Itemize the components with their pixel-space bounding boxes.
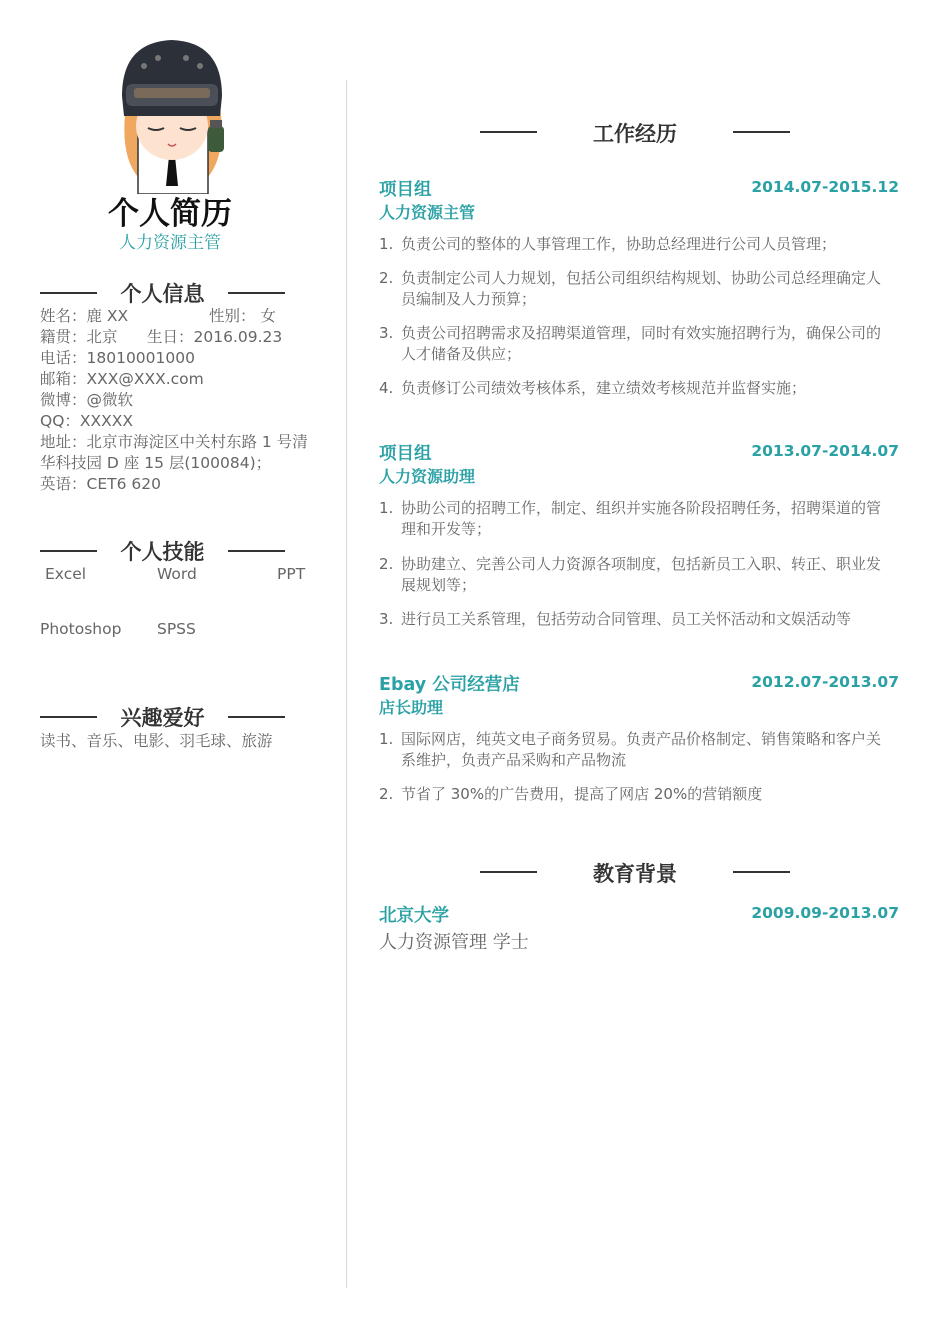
info-address-line1: 地址：北京市海淀区中关村东路 1 号清 xyxy=(40,433,308,451)
work-duty xyxy=(379,323,884,365)
divider-line xyxy=(228,716,285,718)
avatar xyxy=(108,36,236,194)
work-duty xyxy=(379,378,884,399)
work-duty xyxy=(379,498,884,540)
info-birthday: 生日：2016.09.23 xyxy=(147,328,283,346)
work-role: 店长助理 xyxy=(379,698,444,717)
duty-text: 负责公司招聘需求及招聘渠道管理，同时有效实施招聘行为，确保公司的人才储备及供应； xyxy=(401,324,882,363)
info-gender: 性别： 女 xyxy=(209,307,276,325)
work-duty xyxy=(379,268,884,310)
work-date: 2013.07-2014.07 xyxy=(751,442,899,460)
divider-line xyxy=(228,550,285,552)
hobbies-text: 读书、音乐、电影、羽毛球、旅游 xyxy=(40,732,273,750)
info-qq: QQ：XXXXX xyxy=(40,412,133,430)
info-name: 姓名：鹿 XX xyxy=(40,307,129,325)
duty-number: 3. xyxy=(379,324,394,342)
section-skills xyxy=(40,536,285,562)
info-english: 英语：CET6 620 xyxy=(40,475,161,493)
edu-date: 2009.09-2013.07 xyxy=(751,904,899,922)
section-title: 个人技能 xyxy=(120,540,205,564)
work-duty xyxy=(379,729,884,771)
duty-number: 1. xyxy=(379,235,394,253)
column-divider xyxy=(346,80,347,1288)
divider-line xyxy=(228,292,285,294)
work-date: 2012.07-2013.07 xyxy=(751,673,899,691)
info-email: 邮箱：XXX@XXX.com xyxy=(40,370,204,388)
section-work xyxy=(480,118,790,148)
duty-text: 负责修订公司绩效考核体系，建立绩效考核规范并监督实施； xyxy=(401,379,807,397)
section-title: 教育背景 xyxy=(593,862,677,886)
work-duty xyxy=(379,609,884,630)
work-org: 项目组 xyxy=(379,444,432,464)
skill-item: Word xyxy=(157,565,197,583)
duty-text: 节省了 30%的广告费用，提高了网店 20%的营销额度 xyxy=(401,785,763,803)
work-duty xyxy=(379,784,884,805)
section-education xyxy=(480,858,790,888)
duty-number: 1. xyxy=(379,730,394,748)
work-role: 人力资源主管 xyxy=(379,203,476,222)
work-role: 人力资源助理 xyxy=(379,467,476,486)
edu-major: 人力资源管理 学士 xyxy=(379,932,529,953)
info-address-line2: 华科技园 D 座 15 层(100084)； xyxy=(40,454,272,472)
section-hobbies xyxy=(40,702,285,728)
info-phone: 电话：18010001000 xyxy=(40,349,195,367)
duty-text: 负责公司的整体的人事管理工作，协助总经理进行公司人员管理； xyxy=(401,235,837,253)
skill-item: SPSS xyxy=(157,620,196,638)
work-org: 项目组 xyxy=(379,180,432,200)
duty-text: 协助建立、完善公司人力资源各项制度，包括新员工入职、转正、职业发展规划等； xyxy=(401,555,882,594)
edu-school: 北京大学 xyxy=(379,906,449,926)
duty-number: 1. xyxy=(379,499,394,517)
duty-text: 国际网店，纯英文电子商务贸易。负责产品价格制定、销售策略和客户关系维护，负责产品采购和产品物流 xyxy=(401,730,882,769)
duty-number: 2. xyxy=(379,269,394,287)
skill-item: Photoshop xyxy=(40,620,122,638)
info-origin: 籍贯：北京 xyxy=(40,328,118,346)
work-org: Ebay 公司经营店 xyxy=(379,675,520,695)
duty-number: 2. xyxy=(379,785,394,803)
duty-number: 4. xyxy=(379,379,394,397)
work-duty xyxy=(379,234,884,255)
section-personal-info xyxy=(40,278,285,304)
job-title: 人力资源主管 xyxy=(119,233,221,253)
skill-item: Excel xyxy=(45,565,87,583)
duty-text: 进行员工关系管理，包括劳动合同管理、员工关怀活动和文娱活动等 xyxy=(401,610,852,628)
work-duty xyxy=(379,554,884,596)
info-weibo: 微博：@微软 xyxy=(40,391,134,409)
duty-number: 3. xyxy=(379,610,394,628)
duty-text: 负责制定公司人力规划，包括公司组织结构规划、协助公司总经理确定人员编制及人力预算； xyxy=(401,269,882,308)
resume-title: 个人简历 xyxy=(108,196,232,232)
skill-item: PPT xyxy=(277,565,306,583)
duty-number: 2. xyxy=(379,555,394,573)
work-date: 2014.07-2015.12 xyxy=(751,178,899,196)
duty-text: 协助公司的招聘工作，制定、组织并实施各阶段招聘任务，招聘渠道的管理和开发等； xyxy=(401,499,882,538)
section-title: 个人信息 xyxy=(120,282,205,306)
section-title: 兴趣爱好 xyxy=(120,706,205,730)
section-title: 工作经历 xyxy=(593,122,677,146)
divider-line xyxy=(733,871,790,873)
divider-line xyxy=(733,131,790,133)
